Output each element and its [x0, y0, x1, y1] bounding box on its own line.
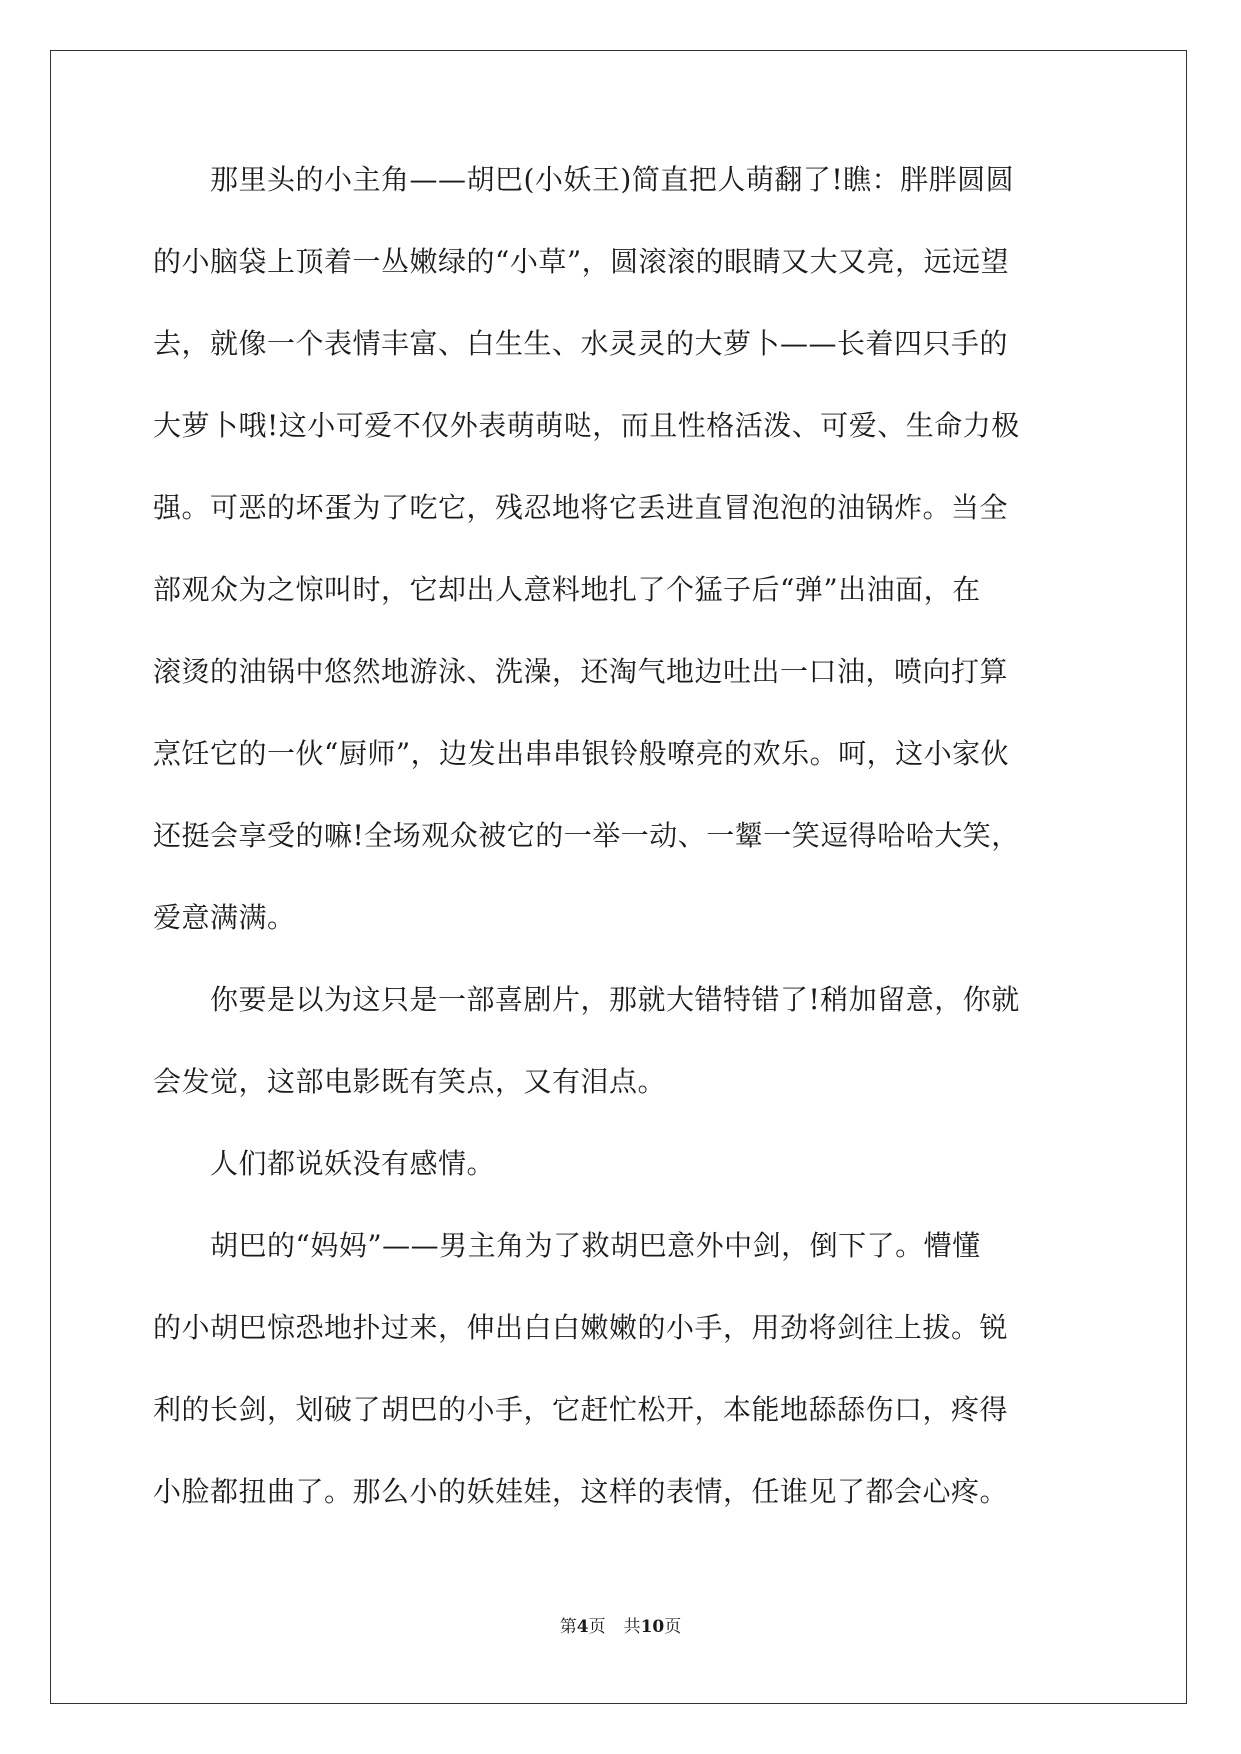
text-line: 大萝卜哦!这小可爱不仅外表萌萌哒，而且性格活泼、可爱、生命力极 — [153, 409, 1020, 442]
total-prefix: 共 — [623, 1617, 641, 1637]
page-footer — [0, 1617, 1241, 1637]
text-line: 那里头的小主角——胡巴(小妖王)简直把人萌翻了!瞧：胖胖圆圆 — [153, 163, 1015, 196]
text-line: 利的长剑，划破了胡巴的小手，它赶忙松开，本能地舔舔伤口，疼得 — [153, 1393, 1009, 1426]
text-line: 你要是以为这只是一部喜剧片，那就大错特错了!稍加留意，你就 — [153, 983, 1020, 1016]
text-line: 的小脑袋上顶着一丛嫩绿的“小草”，圆滚滚的眼睛又大又亮，远远望 — [153, 245, 1010, 278]
text-line: 烹饪它的一伙“厨师”，边发出串串银铃般嘹亮的欢乐。呵，这小家伙 — [153, 737, 1010, 770]
text-line: 去，就像一个表情丰富、白生生、水灵灵的大萝卜——长着四只手的 — [153, 327, 1009, 360]
text-line: 小脸都扭曲了。那么小的妖娃娃，这样的表情，任谁见了都会心疼。 — [153, 1475, 1009, 1508]
text-line: 滚烫的油锅中悠然地游泳、洗澡，还淘气地边吐出一口油，喷向打算 — [153, 655, 1009, 688]
text-line: 还挺会享受的嘛!全场观众被它的一举一动、一颦一笑逗得哈哈大笑， — [153, 819, 1020, 852]
text-line: 强。可恶的坏蛋为了吃它，残忍地将它丢进直冒泡泡的油锅炸。当全 — [153, 491, 1009, 524]
text-line: 部观众为之惊叫时，它却出人意料地扎了个猛子后“弹”出油面，在 — [153, 573, 981, 606]
text-line: 爱意满满。 — [153, 901, 296, 934]
text-line: 会发觉，这部电影既有笑点，又有泪点。 — [153, 1065, 667, 1098]
document-body — [153, 162, 1088, 1556]
page-number: 4 — [576, 1617, 589, 1637]
total-suffix: 页 — [664, 1617, 682, 1637]
text-line: 人们都说妖没有感情。 — [153, 1147, 496, 1180]
page-suffix: 页 — [588, 1617, 606, 1637]
page-prefix: 第 — [559, 1617, 577, 1637]
text-line: 胡巴的“妈妈”——男主角为了救胡巴意外中剑，倒下了。懵懂 — [153, 1229, 981, 1262]
total-pages: 10 — [640, 1617, 665, 1637]
text-line: 的小胡巴惊恐地扑过来，伸出白白嫩嫩的小手，用劲将剑往上拔。锐 — [153, 1311, 1009, 1344]
